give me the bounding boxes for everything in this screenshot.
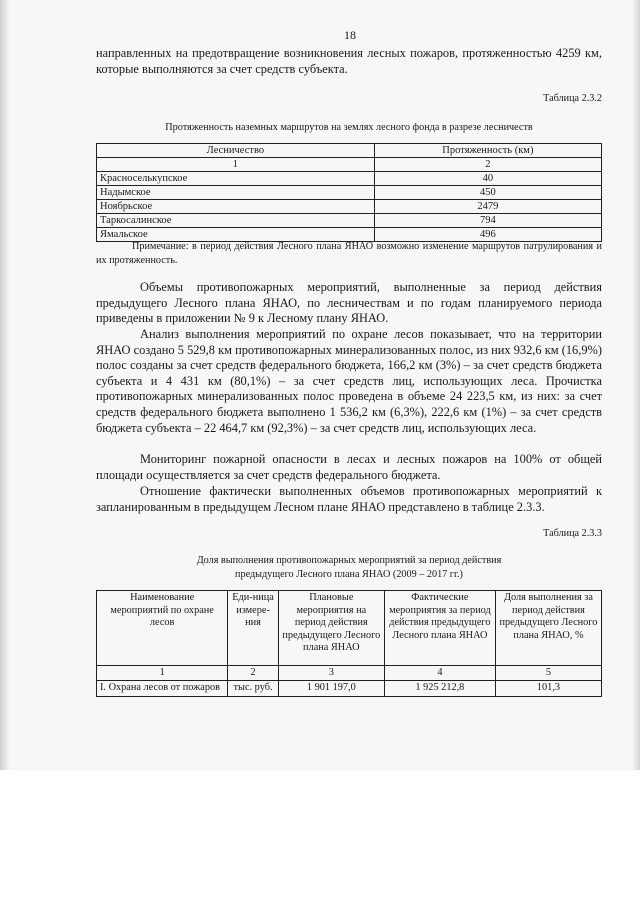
table2-label: Таблица 2.3.3 (543, 528, 602, 539)
page-number: 18 (344, 28, 356, 42)
table-row (97, 172, 602, 186)
table2-title-line2: предыдущего Лесного плана ЯНАО (2009 – 2017 гг.) (235, 569, 463, 580)
table-routes (96, 143, 602, 242)
table2-colnum: 5 (495, 666, 601, 681)
table2-colnum: 4 (384, 666, 495, 681)
table1-title: Протяженность наземных маршрутов на землях лесного фонда в разрезе лесничеств (165, 122, 533, 133)
paragraph-ratio: Отношение фактически выполненных объемов противопожарных мероприятий к запланированным в предыдущем Лесном плане ЯНАО представлено в таблице 2.3.3. (96, 484, 602, 514)
table1-header-length: Протяженность (км) (374, 144, 601, 158)
forestry-name: Красноселькупское (97, 172, 375, 186)
paragraph-monitoring: Мониторинг пожарной опасности в лесах и лесных пожаров на 100% от общей площади осуществляется за счет средств федерального бюджета. (96, 452, 602, 482)
paragraph-volumes: Объемы противопожарных мероприятий, выполненные за период действия предыдущего Лесного плана ЯНАО, по лесничествам и по годам планируемого периода приведены в приложении № 9 к Лесному плану ЯНАО. (96, 280, 602, 326)
table1-colnum: 1 (97, 158, 375, 172)
table-fire-measures (96, 590, 602, 697)
table1-note: Примечание: в период действия Лесного плана ЯНАО возможно изменение маршрутов патрулирования и их протяженность. (96, 241, 602, 266)
forestry-name: Ноябрьское (97, 200, 375, 214)
table-row (97, 186, 602, 200)
table-row (97, 681, 602, 696)
table-row (97, 214, 602, 228)
intro-paragraph: направленных на предотвращение возникновения лесных пожаров, протяженностью 4259 км, которые выполняются за счет средств субъекта. (96, 46, 602, 76)
table2-header-planned: Плановые мероприятия на период действия предыдущего Лесного плана ЯНАО (278, 591, 384, 666)
table2-title-line1: Доля выполнения противопожарных мероприятий за период действия (196, 555, 502, 566)
table2-colnum: 1 (97, 666, 228, 681)
table2-header-actual: Фактические мероприятия за период действия предыдущего Лесного плана ЯНАО (384, 591, 495, 666)
route-length: 794 (374, 214, 601, 228)
table-row (97, 200, 602, 214)
measure-share: 101,3 (495, 681, 601, 696)
table1-header-forestry: Лесничество (97, 144, 375, 158)
measure-unit: тыс. руб. (228, 681, 279, 696)
table2-colnum: 2 (228, 666, 279, 681)
paragraph-analysis: Анализ выполнения мероприятий по охране лесов показывает, что на территории ЯНАО создано 5 529,8 км противопожарных минерализованных полос, из них 932,6 км (16,9%) полос созданы за счет средств федерального бюджета, 166,2 км (3%) – за счет средств бюджета субъекта и 4 431 км (80,1%) – за счет средств лиц, использующих леса. Прочистка противопожарных минерализованных полос проведена в объеме 24 223,5 км, из них: за счет средств федерального бюджета выполнено 1 536,2 км (6,3%), 222,6 км (1%) – за счет средств бюджета субъекта – 22 464,7 км (92,3%) – за счет средств лиц, использующих леса. (96, 327, 602, 435)
table2-header-name: Наименование мероприятий по охране лесов (97, 591, 228, 666)
table2-header-share: Доля выполнения за период действия предыдущего Лесного плана ЯНАО, % (495, 591, 601, 666)
route-length: 2479 (374, 200, 601, 214)
forestry-name: Надымское (97, 186, 375, 200)
table1-label: Таблица 2.3.2 (543, 93, 602, 104)
measure-name: I. Охрана лесов от пожаров (97, 681, 228, 696)
route-length: 40 (374, 172, 601, 186)
table2-colnum: 3 (278, 666, 384, 681)
route-length: 496 (374, 228, 601, 242)
forestry-name: Ямальское (97, 228, 375, 242)
measure-planned: 1 901 197,0 (278, 681, 384, 696)
measure-actual: 1 925 212,8 (384, 681, 495, 696)
route-length: 450 (374, 186, 601, 200)
table1-colnum: 2 (374, 158, 601, 172)
table2-header-unit: Еди-ница измере-ния (228, 591, 279, 666)
forestry-name: Таркосалинское (97, 214, 375, 228)
